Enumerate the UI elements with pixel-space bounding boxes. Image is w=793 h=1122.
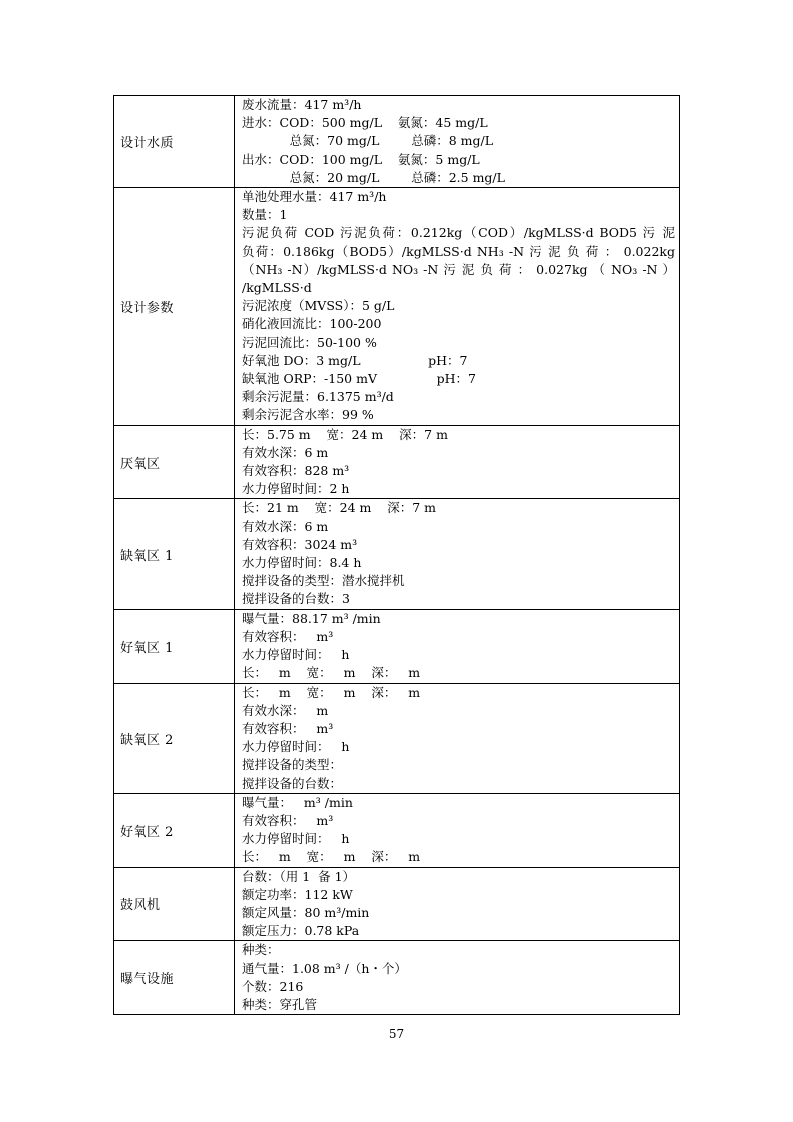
row-content (235, 683, 680, 793)
row-label: 好氧区 1 (114, 609, 235, 683)
row-content (235, 941, 680, 1015)
row-content (235, 425, 680, 499)
page-number: 57 (388, 1027, 405, 1041)
content-line: 有效水深： m (242, 702, 329, 718)
content-line: 种类： (242, 942, 280, 958)
content-line: 硝化液回流比：100-200 (242, 316, 382, 332)
content-line: 污泥浓度（MVSS）：5 g/L (242, 298, 395, 314)
row-label: 鼓风机 (114, 867, 235, 941)
content-line: /kgMLSS·d (242, 280, 312, 296)
content-line: 水力停留时间： h (242, 739, 350, 755)
content-line: 额定功率：112 kW (242, 886, 353, 902)
content-line: 个数：216 (242, 978, 304, 994)
content-line: 台数：（用 1 备 1） (242, 868, 356, 884)
content-line: 有效水深：6 m (242, 518, 329, 534)
content-line: 水力停留时间： h (242, 647, 350, 663)
table-row (114, 683, 680, 793)
content-line: 剩余污泥含水率：99 % (242, 407, 374, 423)
content-line: 有效水深：6 m (242, 444, 329, 460)
content-line: 长： m 宽： m 深： m (242, 849, 421, 865)
content-line: 有效容积： m³ (242, 812, 334, 828)
content-line: 曝气量： m³ /min (242, 794, 353, 810)
content-line: 搅拌设备的类型： (242, 757, 343, 773)
table-row (114, 188, 680, 426)
content-line: 负荷：0.186kg（BOD5）/kgMLSS·d NH₃ -N 污 泥 负 荷 ： 0.022kg (242, 243, 675, 259)
content-line: 额定风量：80 m³/min (242, 904, 370, 920)
content-line: 污泥回流比：50-100 % (242, 334, 377, 350)
table-row (114, 609, 680, 683)
content-line: 废水流量：417 m³/h (242, 97, 362, 112)
row-content (235, 793, 680, 867)
content-line: （NH₃ -N）/kgMLSS·d NO₃ -N 污 泥 负 荷 ： 0.027kg （ NO₃ -N ） (242, 261, 675, 277)
table-row (114, 499, 680, 609)
content-line: 进水：COD：500 mg/L 氨氮：45 mg/L (242, 115, 488, 131)
content-line: 种类：穿孔管 (242, 996, 318, 1012)
content-line: 额定压力：0.78 kPa (242, 923, 360, 939)
content-line: 有效容积：3024 m³ (242, 536, 358, 552)
row-content (235, 609, 680, 683)
content-line: 水力停留时间：8.4 h (242, 555, 362, 571)
content-line: 水力停留时间： h (242, 831, 350, 847)
content-line: 搅拌设备的台数： (242, 775, 343, 791)
row-label: 设计参数 (114, 188, 235, 426)
content-line: 数量：1 (242, 207, 288, 223)
content-line: 剩余污泥量：6.1375 m³/d (242, 389, 394, 405)
content-line: 总氮：20 mg/L 总磷：2.5 mg/L (242, 169, 505, 185)
table-row (114, 425, 680, 499)
content-line: 出水：COD：100 mg/L 氨氮：5 mg/L (242, 151, 480, 167)
row-label: 好氧区 2 (114, 793, 235, 867)
row-label: 厌氧区 (114, 425, 235, 499)
content-line: 长：5.75 m 宽：24 m 深：7 m (242, 426, 448, 442)
content-line: 有效容积： m³ (242, 628, 334, 644)
row-content (235, 96, 680, 188)
design-spec-table-body (114, 96, 680, 1015)
content-line: 总氮：70 mg/L 总磷：8 mg/L (242, 133, 494, 149)
content-line: 搅拌设备的类型：潜水搅拌机 (242, 573, 405, 589)
table-row (114, 867, 680, 941)
content-line: 污泥负荷 COD 污泥负荷：0.212kg（COD）/kgMLSS·d BOD5 污 泥 (242, 225, 675, 241)
content-line: 单池处理水量：417 m³/h (242, 189, 387, 205)
table-row (114, 96, 680, 188)
row-content (235, 499, 680, 609)
content-line: 长：21 m 宽：24 m 深：7 m (242, 500, 437, 516)
content-line: 长： m 宽： m 深： m (242, 665, 421, 681)
content-line: 通气量：1.08 m³ /（h・个） (242, 960, 407, 976)
row-content (235, 867, 680, 941)
design-spec-table (113, 95, 680, 1015)
content-line: 缺氧池 ORP：-150 mV pH：7 (242, 371, 476, 387)
row-label: 缺氧区 1 (114, 499, 235, 609)
row-content (235, 188, 680, 426)
content-line: 曝气量：88.17 m³ /min (242, 610, 381, 626)
content-line: 长： m 宽： m 深： m (242, 684, 421, 700)
table-row (114, 941, 680, 1015)
content-line: 搅拌设备的台数：3 (242, 591, 350, 607)
content-line: 水力停留时间：2 h (242, 481, 350, 497)
row-label: 设计水质 (114, 96, 235, 188)
content-line: 有效容积：828 m³ (242, 463, 350, 479)
content-line: 好氧池 DO：3 mg/L pH：7 (242, 352, 468, 368)
row-label: 曝气设施 (114, 941, 235, 1015)
table-row (114, 793, 680, 867)
content-line: 有效容积： m³ (242, 720, 334, 736)
row-label: 缺氧区 2 (114, 683, 235, 793)
